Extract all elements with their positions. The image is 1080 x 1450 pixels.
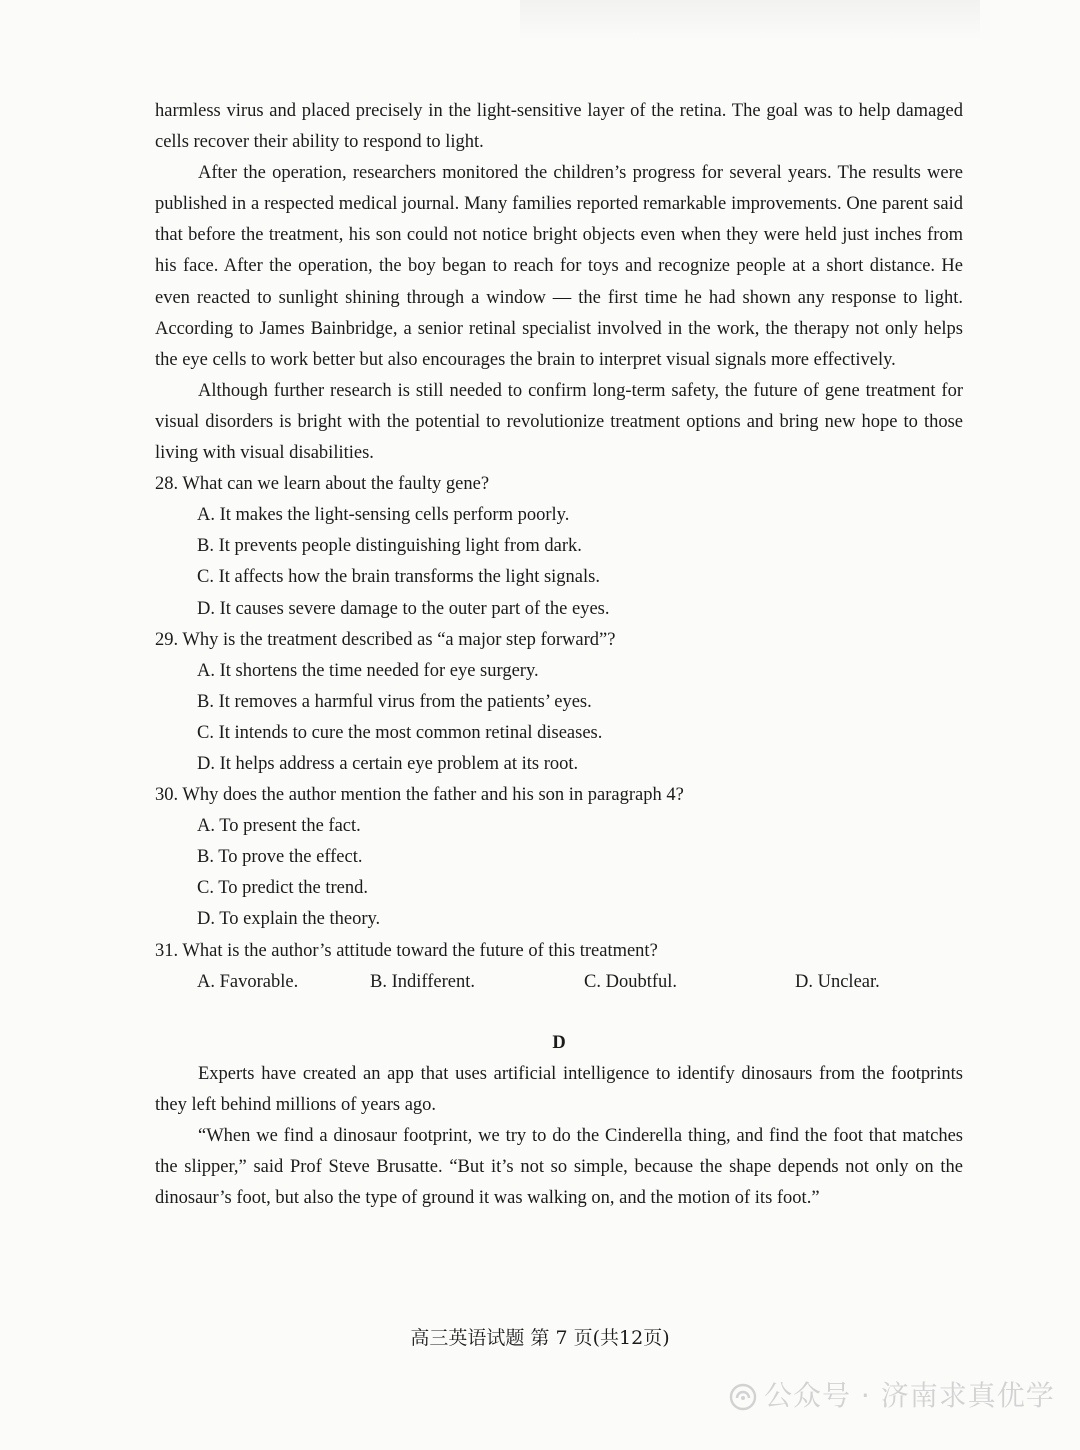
question-31-option-d: D. Unclear. xyxy=(795,971,880,992)
watermark xyxy=(728,1374,1055,1414)
question-28-stem: 28. What can we learn about the faulty gene? xyxy=(155,474,490,495)
question-31-options xyxy=(197,967,963,998)
question-29-option-c: C. It intends to cure the most common retinal diseases. xyxy=(197,722,603,743)
question-29-option-a: A. It shortens the time needed for eye surgery. xyxy=(197,660,539,681)
watermark-text: 公众号 · 济南求真优学 xyxy=(764,1379,1055,1412)
passage-d-paragraph: Experts have created an app that uses artificial intelligence to identify dinosaurs from the footprints they left behind millions of years ago. xyxy=(155,1063,963,1115)
question-28-option-c: C. It affects how the brain transforms the light signals. xyxy=(197,567,600,588)
passage-d-paragraph: “When we find a dinosaur footprint, we try to do the Cinderella thing, and find the foot that matches the slipper,” said Prof Steve Brusatte. “But it’s not so simple, because the shape depends not only on the dinosaur’s foot, but also the type of ground it was walking on, and the motion of its foot.” xyxy=(155,1126,963,1209)
question-31-option-a: A. Favorable. xyxy=(197,971,299,992)
question-30-option-b: B. To prove the effect. xyxy=(197,847,363,868)
passage-c-paragraph: After the operation, researchers monitored the children’s progress for several years. The results were published in a respected medical journal. Many families reported remarkable improvements. One parent said that before the treatment, his son could not notice bright objects even when they were held just inches from his face. After the operation, the boy began to reach for toys and recognize people at a short distance. He even reacted to sunlight shining through a window — the first time he had shown any response to light. According to James Bainbridge, a senior retinal specialist involved in the work, the therapy not only helps the eye cells to work better but also encourages the brain to interpret visual signals more effectively. xyxy=(155,163,963,370)
passage-d-title: D xyxy=(552,1032,566,1053)
question-31-stem: 31. What is the author’s attitude toward the future of this treatment? xyxy=(155,940,658,961)
question-31-option-c: C. Doubtful. xyxy=(584,971,678,992)
scan-smudge xyxy=(520,0,980,40)
question-30-option-c: C. To predict the trend. xyxy=(197,878,368,899)
question-28-option-a: A. It makes the light-sensing cells perform poorly. xyxy=(197,505,570,526)
question-28-option-b: B. It prevents people distinguishing light from dark. xyxy=(197,536,582,557)
exam-page-content xyxy=(155,96,963,1214)
passage-c-paragraph: Although further research is still needed to confirm long-term safety, the future of gene treatment for visual disorders is bright with the potential to revolutionize treatment options and bring new hope to those living with visual disabilities. xyxy=(155,380,963,464)
wechat-official-account-icon xyxy=(728,1382,758,1412)
question-30-option-d: D. To explain the theory. xyxy=(197,909,381,930)
page-footer: 高三英语试题 第 7 页(共12页) xyxy=(410,1327,670,1349)
question-28-option-d: D. It causes severe damage to the outer part of the eyes. xyxy=(197,598,610,619)
question-30-stem: 30. Why does the author mention the father and his son in paragraph 4? xyxy=(155,785,684,806)
question-31-option-b: B. Indifferent. xyxy=(370,971,475,992)
question-30-option-a: A. To present the fact. xyxy=(197,816,361,837)
question-29-stem: 29. Why is the treatment described as “a major step forward”? xyxy=(155,629,616,650)
passage-c-paragraph: harmless virus and placed precisely in the light-sensitive layer of the retina. The goal was to help damaged cells recover their ability to respond to light. xyxy=(155,101,963,153)
question-29-option-d: D. It helps address a certain eye problem at its root. xyxy=(197,753,579,774)
question-29-option-b: B. It removes a harmful virus from the patients’ eyes. xyxy=(197,691,592,712)
